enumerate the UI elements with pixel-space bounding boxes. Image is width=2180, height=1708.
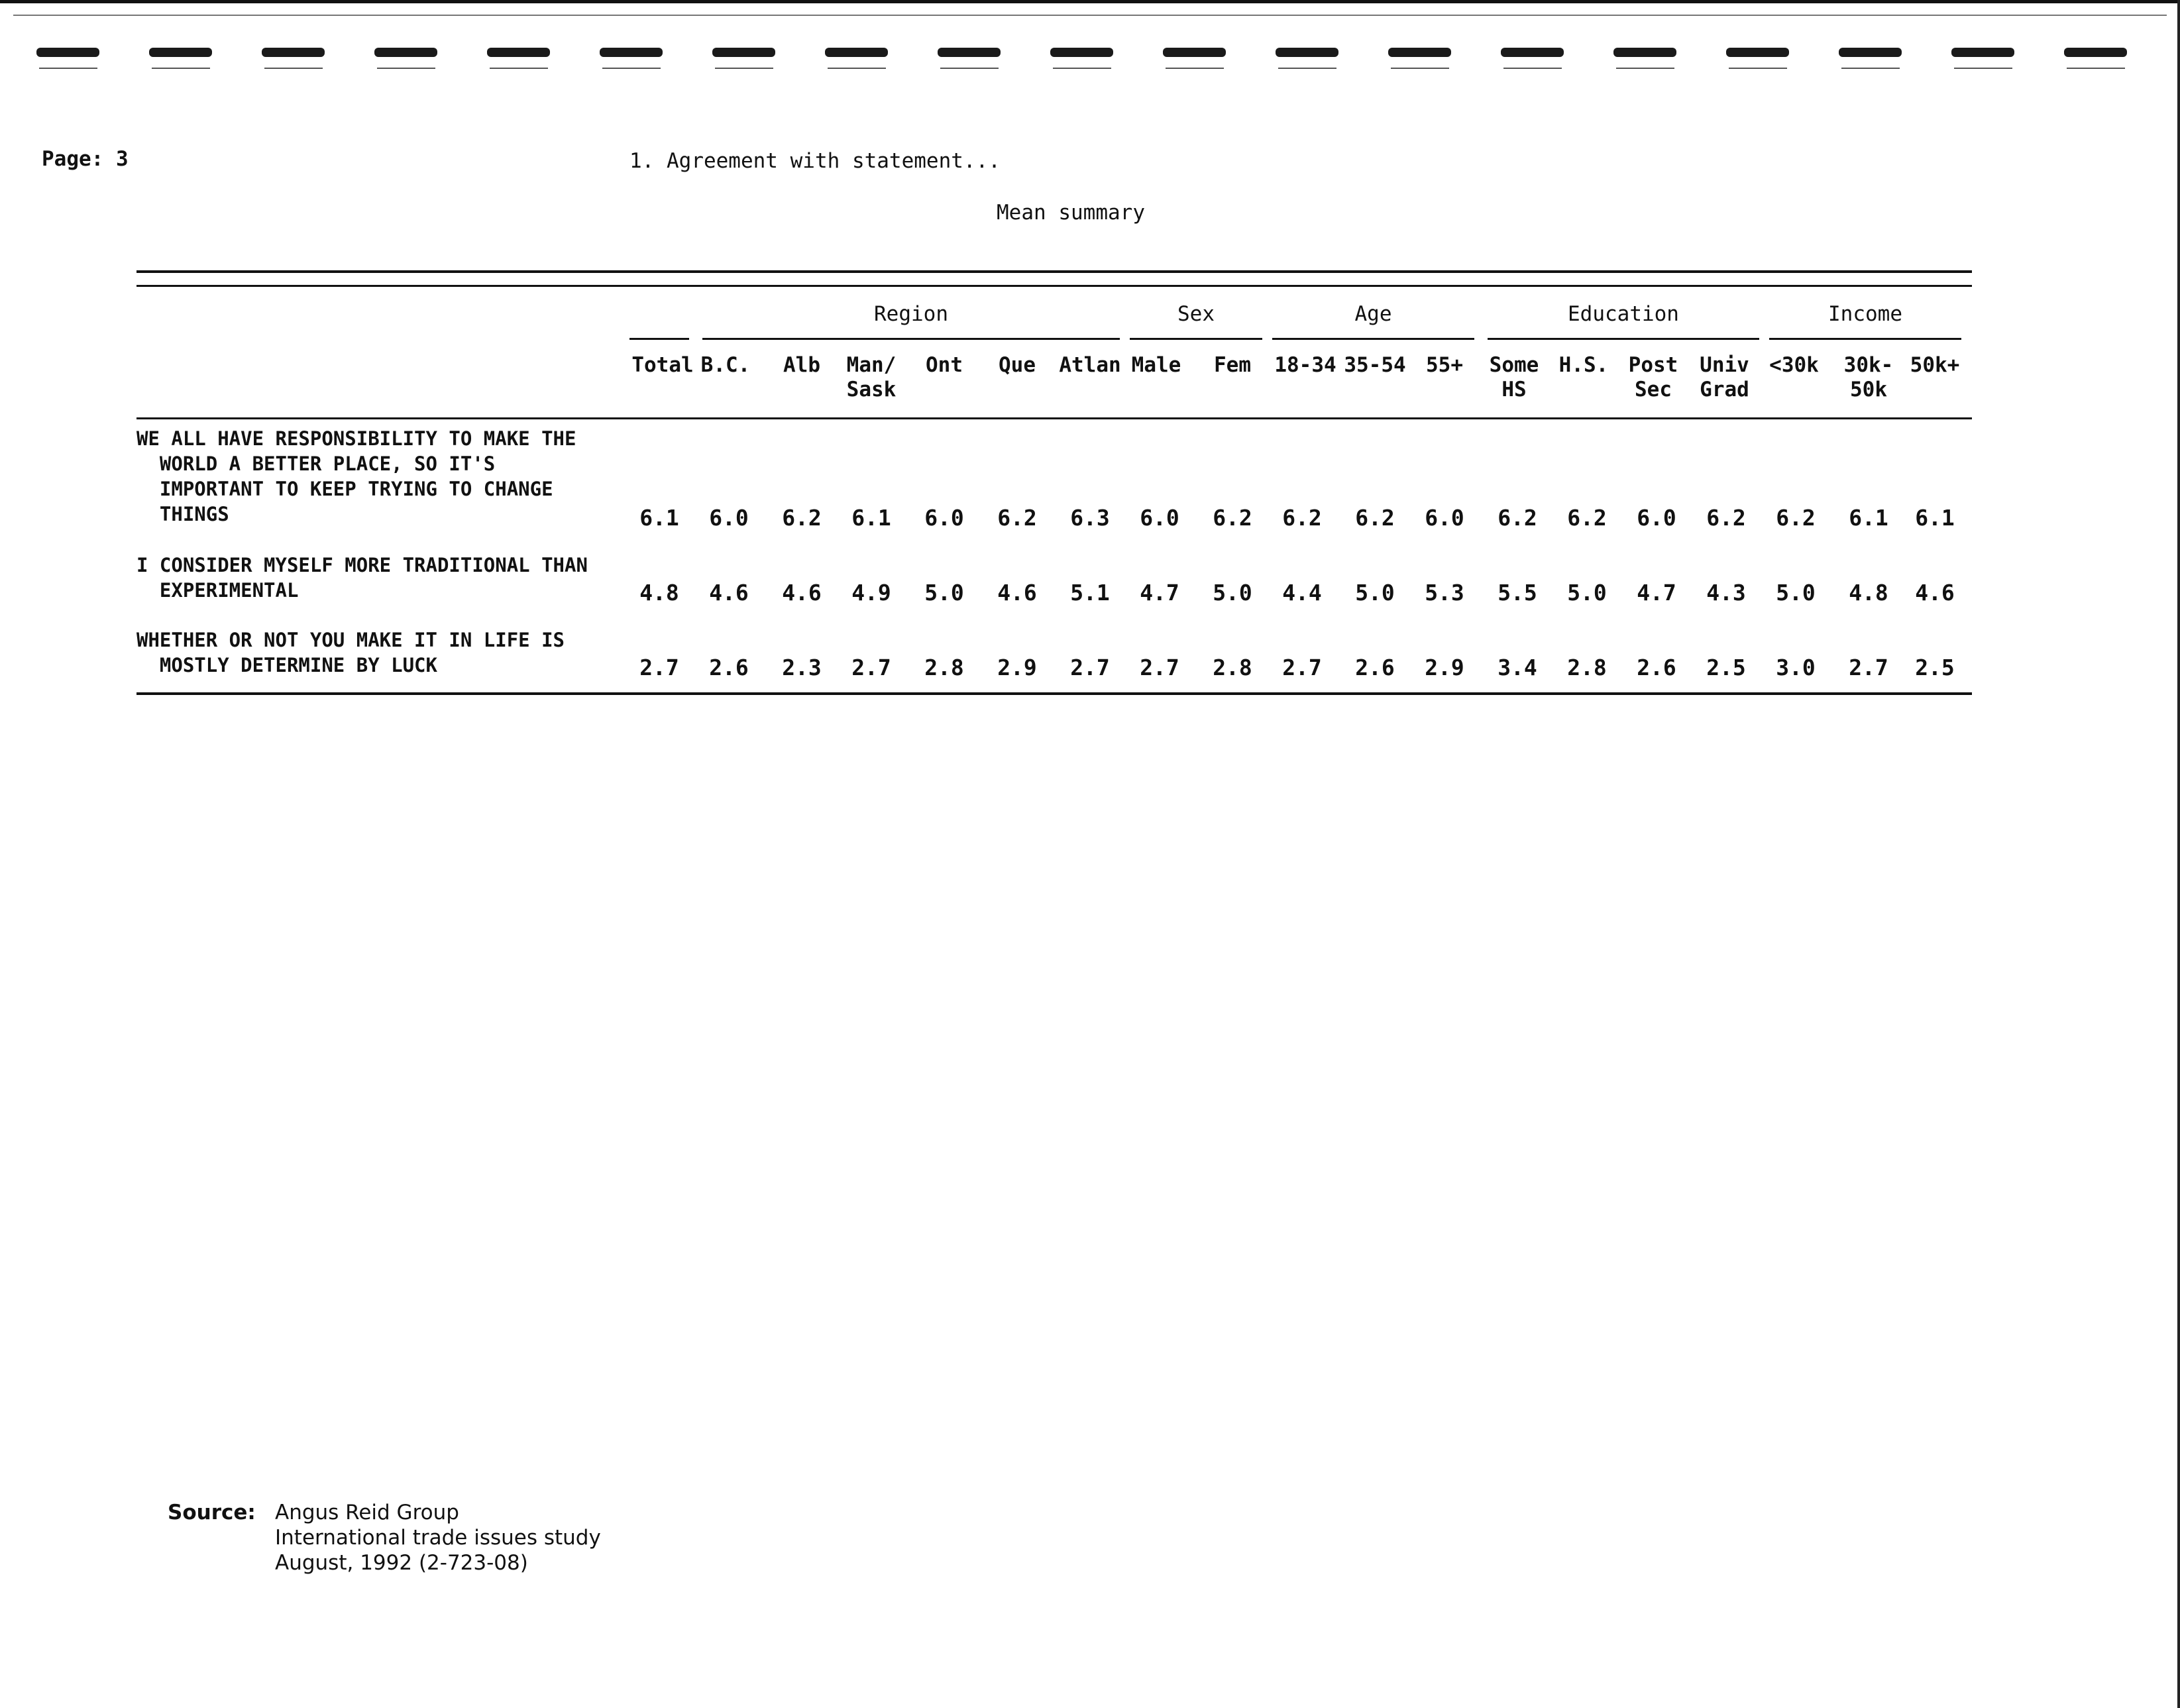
feed-mark [825,48,888,57]
page-number: Page: 3 [42,147,129,171]
col-header-55plus: 55+ [1426,353,1463,377]
feed-mark [262,48,325,57]
table-cell: 6.2 [1567,505,1607,531]
table-cell: 2.8 [1567,655,1607,680]
table-cell: 2.6 [1355,655,1395,680]
col-header-post-sec: Post Sec [1628,353,1678,401]
group-rule-education [1488,338,1759,340]
col-header-under-30k: <30k [1769,353,1819,377]
table-cell: 5.0 [924,580,964,606]
table-cell: 6.2 [1498,505,1537,531]
table-cell: 2.7 [1849,655,1888,680]
feed-mark [1501,48,1564,57]
table-cell: 2.5 [1706,655,1746,680]
table-cell: 2.9 [1425,655,1464,680]
table-cell: 4.3 [1706,580,1746,606]
group-header-region: Region [874,302,948,326]
table-cell: 2.7 [639,655,679,680]
col-header-fem: Fem [1214,353,1251,377]
table-top-rule [136,270,1972,273]
table-cell: 2.8 [1213,655,1252,680]
source-line: Angus Reid Group [275,1501,459,1524]
source-line: August, 1992 (2-723-08) [275,1551,528,1575]
col-header-male: Male [1131,353,1181,377]
col-header-35-54: 35-54 [1344,353,1406,377]
table-cell: 6.2 [1355,505,1395,531]
table-cell: 2.9 [997,655,1037,680]
table-cell: 6.1 [1849,505,1888,531]
col-header-50k-plus: 50k+ [1910,353,1960,377]
col-header-total: Total [631,353,694,377]
col-header-que: Que [999,353,1036,377]
table-cell: 4.8 [1849,580,1888,606]
table-top-rule-inner [136,285,1972,287]
table-cell: 6.2 [997,505,1037,531]
table-cell: 6.2 [1282,505,1322,531]
source-line: International trade issues study [275,1526,601,1550]
table-cell: 5.3 [1425,580,1464,606]
table-cell: 5.1 [1070,580,1110,606]
feed-mark [1951,48,2014,57]
col-header-30k-50k: 30k- 50k [1843,353,1894,401]
group-header-age: Age [1354,302,1392,326]
document-subtitle: Mean summary [997,201,1145,225]
row-statement: WE ALL HAVE RESPONSIBILITY TO MAKE THE WORLD A BETTER PLACE, SO IT'S IMPORTANT TO KEEP TRYING TO CHANGE THINGS [136,427,576,525]
table-cell: 5.0 [1567,580,1607,606]
table-cell: 5.0 [1776,580,1816,606]
col-header-18-34: 18-34 [1274,353,1336,377]
table-cell: 6.0 [709,505,749,531]
table-cell: 6.0 [1140,505,1179,531]
col-header-bc: B.C. [700,353,751,377]
group-rule-sex [1130,338,1262,340]
col-header-man-sask: Man/ Sask [846,353,897,401]
table-cell: 5.0 [1355,580,1395,606]
table-cell: 4.9 [851,580,891,606]
feed-mark [712,48,775,57]
table-cell: 4.4 [1282,580,1322,606]
feed-mark [487,48,550,57]
table-cell: 5.0 [1213,580,1252,606]
col-header-some-hs: Some HS [1489,353,1539,401]
table-cell: 2.6 [1637,655,1676,680]
group-rule-income [1769,338,1961,340]
row-statement: I CONSIDER MYSELF MORE TRADITIONAL THAN EXPERIMENTAL [136,554,588,602]
feed-mark [1388,48,1451,57]
col-header-hs: H.S. [1558,353,1609,377]
table-cell: 4.6 [1915,580,1955,606]
table-cell: 2.5 [1915,655,1955,680]
table-cell: 4.7 [1637,580,1676,606]
feed-mark [1613,48,1676,57]
feed-mark [36,48,99,57]
header-bottom-rule [136,417,1972,419]
table-cell: 3.4 [1498,655,1537,680]
col-header-alb: Alb [783,353,820,377]
table-cell: 6.2 [782,505,822,531]
feed-mark [1726,48,1789,57]
table-cell: 6.1 [851,505,891,531]
right-edge [2177,0,2180,1708]
group-header-sex: Sex [1177,302,1215,326]
table-cell: 5.5 [1498,580,1537,606]
col-header-atlan: Atlan [1059,353,1121,377]
group-rule-region [702,338,1120,340]
col-header-ont: Ont [926,353,963,377]
table-cell: 6.0 [1637,505,1676,531]
group-header-income: Income [1828,302,1902,326]
table-cell: 2.7 [1070,655,1110,680]
feed-mark [1163,48,1226,57]
table-cell: 4.7 [1140,580,1179,606]
source-note [168,1500,601,1575]
table-cell: 6.2 [1706,505,1746,531]
table-cell: 2.3 [782,655,822,680]
group-rule-total [629,338,689,340]
table-cell: 2.8 [924,655,964,680]
feed-mark [1839,48,1902,57]
document-title: 1. Agreement with statement... [629,149,1001,173]
feed-mark [374,48,437,57]
group-header-education: Education [1568,302,1679,326]
table-cell: 6.2 [1213,505,1252,531]
table-cell: 6.1 [1915,505,1955,531]
row-statement: WHETHER OR NOT YOU MAKE IT IN LIFE IS MOSTLY DETERMINE BY LUCK [136,629,565,676]
table-cell: 4.8 [639,580,679,606]
table-cell: 4.6 [709,580,749,606]
table-cell: 2.6 [709,655,749,680]
feed-mark [1050,48,1113,57]
table-cell: 2.7 [1282,655,1322,680]
table-cell: 6.1 [639,505,679,531]
top-border [0,0,2180,3]
table-cell: 4.6 [997,580,1037,606]
feed-mark [938,48,1001,57]
feed-mark [149,48,212,57]
group-rule-age [1272,338,1474,340]
table-cell: 2.7 [1140,655,1179,680]
table-cell: 6.0 [1425,505,1464,531]
table-cell: 6.0 [924,505,964,531]
col-header-univ-grad: Univ Grad [1700,353,1749,401]
table-cell: 2.7 [851,655,891,680]
table-cell: 6.2 [1776,505,1816,531]
table-bottom-rule [136,692,1972,695]
feed-mark [2064,48,2127,57]
top-thin-rule [13,15,2167,16]
tractor-feed-strip [36,41,2130,81]
feed-mark [1276,48,1338,57]
table-cell: 6.3 [1070,505,1110,531]
source-label: Source: [168,1501,256,1524]
table-cell: 4.6 [782,580,822,606]
table-cell: 3.0 [1776,655,1816,680]
feed-mark [600,48,663,57]
